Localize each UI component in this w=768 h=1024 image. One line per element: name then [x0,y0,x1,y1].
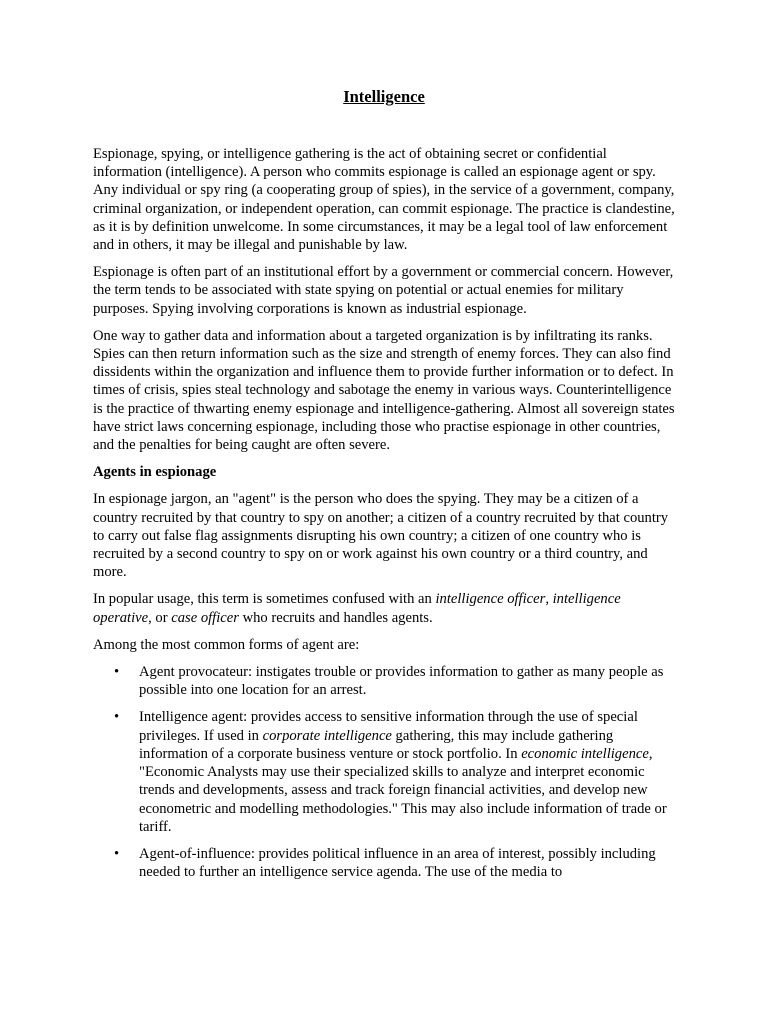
paragraph-agent-definition: In espionage jargon, an "agent" is the person who does the spying. They may be a citizen of a country recruited by that country to spy on another; a citizen of a country recruited by that country to carry out false flag assignments disrupting his own country; a citizen of one country who is recruited by a second country to spy on or work against his own country or a third country, and more. [93,491,669,581]
paragraph-agent-forms-intro: Among the most common forms of agent are: [93,636,360,653]
text-run: , or [148,609,172,626]
paragraph-infiltration: One way to gather data and information about a targeted organization is by infiltrating its ranks. Spies can then return information such as the size and strength of enemy forces. They can also find dissidents within the organization and influence them to provide further information or to defect. In times of crisis, spies steal technology and sabotage the enemy in various ways. Counterintelligence is the practice of thwarting enemy espionage and intelligence-gathering. Almost all sovereign states have strict laws concerning espionage, including those who practise espionage in other countries, and the penalties for being caught are often severe. [93,327,675,454]
paragraph-intro: Espionage, spying, or intelligence gathering is the act of obtaining secret or confidential information (intelligence). A person who commits espionage is called an espionage agent or spy. Any individual or spy ring (a cooperating group of spies), in the service of a government, company, criminal organization, or independent operation, can commit espionage. The practice is clandestine, as it is by definition unwelcome. In some circumstances, it may be a legal tool of law enforcement and in others, it may be illegal and punishable by law. [93,146,675,254]
emphasis-corporate-intelligence: corporate intelligence [262,727,392,744]
page-title: Intelligence [343,87,425,106]
emphasis-intelligence-officer: intelligence officer [435,591,546,608]
text-run: gathering, this may include gathering information of a corporate business venture or stock portfolio. In [139,727,614,762]
paragraph-popular-usage [93,590,675,626]
list-item-agent-of-influence [93,845,675,881]
section-heading-agents: Agents in espionage [93,464,217,481]
text-run: , "Economic Analysts may use their specialized skills to analyze and interpret economic trends and developments, assess and track foreign financial activities, and develop new econometric and modelling methodologies." This may also include information of trade or tariff. [139,745,667,835]
list-item-intelligence-agent [93,708,675,835]
bullet-icon: • [114,845,120,862]
emphasis-case-officer: case officer [171,609,239,626]
text-run: In popular usage, this term is sometimes confused with an [93,591,436,608]
text-run: who recruits and handles agents. [238,609,433,626]
bullet-icon: • [114,709,120,726]
bullet-icon: • [114,664,120,681]
list-item-text: Agent-of-influence: provides political influence in an area of interest, possibly including needed to further an intelligence service agenda. The use of the media to [139,845,656,881]
text-run: , [545,591,553,608]
list-item-text: Agent provocateur: instigates trouble or provides information to gather as many people as possible into one location for an arrest. [139,664,664,699]
list-item-text [139,709,667,834]
emphasis-intelligence-operative: intelligence operative [93,591,621,626]
document-body [93,145,675,890]
text-run: Intelligence agent: provides access to sensitive information through the use of special privileges. If used in [139,709,638,744]
list-item-agent-provocateur [93,663,675,699]
agent-forms-list [93,663,675,881]
emphasis-economic-intelligence: economic intelligence [521,745,649,762]
paragraph-institutional: Espionage is often part of an institutional effort by a government or commercial concern. However, the term tends to be associated with state spying on potential or actual enemies for military purposes. Spying involving corporations is known as industrial espionage. [93,264,674,317]
